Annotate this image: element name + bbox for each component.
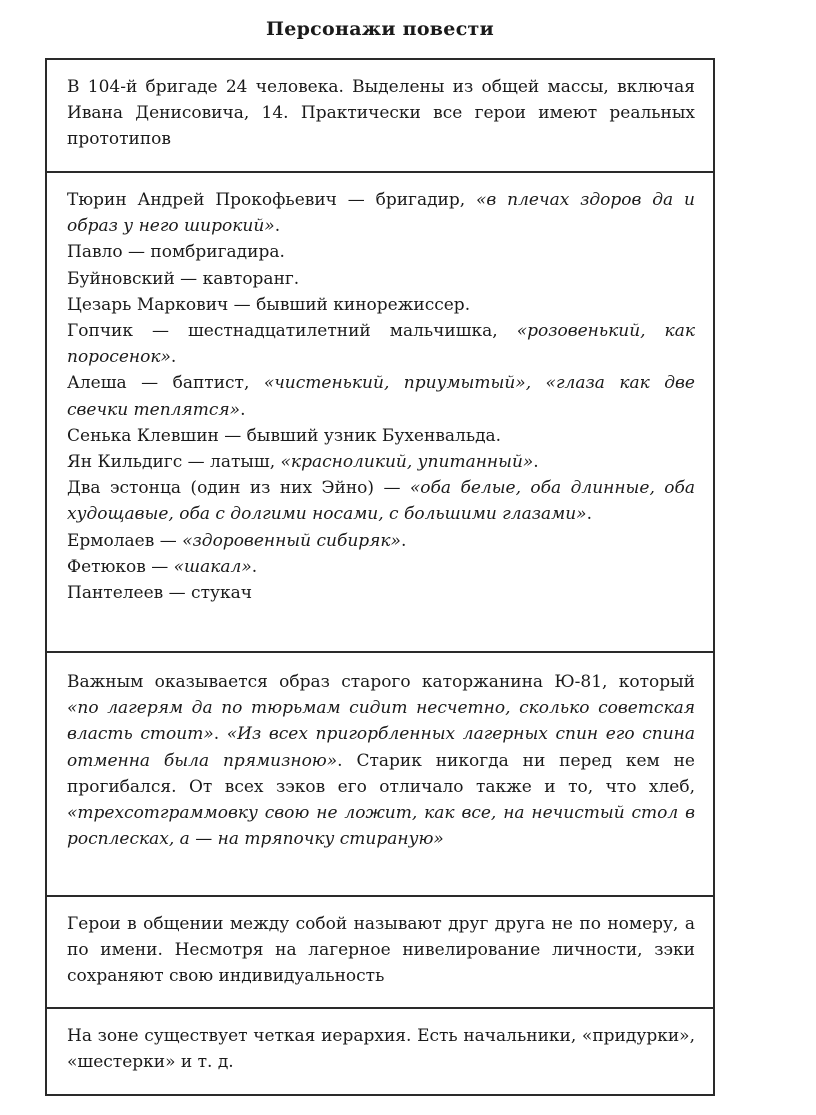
character-entry — [67, 580, 695, 606]
character-quote: «красноликий, упитанный» — [280, 452, 534, 473]
character-tail: . — [274, 216, 281, 237]
character-entry — [67, 187, 695, 239]
character-entry — [67, 292, 695, 318]
elder-text — [67, 669, 695, 852]
character-quote: «оба белые, оба длинные, оба худощавые, оба с долгими носами, с большими глазами» — [67, 478, 696, 525]
elder-text-2: . — [213, 724, 227, 745]
elder-quote-1: «по лагерям да по тюрьмам сидит несчетно, сколько советская власть стоит» — [67, 698, 695, 745]
table-row-hierarchy — [47, 1009, 713, 1094]
table-row-names — [47, 897, 713, 1009]
character-description: Алеша — баптист, — [67, 373, 264, 394]
character-entry — [67, 554, 695, 580]
character-quote: «шакал» — [173, 556, 252, 577]
names-text: Герои в общении между собой называют друг друга не по номеру, а по имени. Несмотря на лагерное нивелирование личности, зэки сохраняют свою индивидуальность — [67, 914, 695, 987]
character-tail: . — [170, 347, 177, 368]
character-entry — [67, 449, 695, 475]
character-tail: . — [240, 399, 246, 420]
hierarchy-text: На зоне существует четкая иерархия. Есть начальники, «придурки», «шестерки» и т. д. — [67, 1026, 695, 1073]
character-entry — [67, 239, 695, 265]
character-quote: «здоровенный сибиряк» — [182, 530, 401, 551]
table-row-elder — [47, 653, 713, 897]
table-row-characters — [47, 173, 713, 653]
character-entry — [67, 266, 695, 292]
character-description: Пантелеев — стукач — [67, 583, 252, 604]
character-description: Сенька Клевшин — бывший узник Бухенвальда. — [67, 425, 502, 446]
elder-text-3: . Старик никогда ни перед кем не прогибался. От всех зэков его отличало также и то, что хлеб, — [67, 750, 695, 797]
character-entry — [67, 528, 695, 554]
character-entry — [67, 423, 695, 449]
character-entry — [67, 475, 695, 527]
page-title: Персонажи повести — [265, 18, 495, 40]
character-tail: . — [400, 530, 407, 551]
character-tail: . — [533, 452, 539, 473]
character-description: Тюрин Андрей Прокофьевич — бригадир, — [67, 190, 477, 210]
character-quote: «чистенький, приумытый», «глаза как две свечки теплятся» — [67, 373, 695, 420]
character-description: Буйновский — кавторанг. — [67, 268, 300, 289]
character-tail: . — [251, 556, 258, 577]
character-description: Гопчик — шестнадцатилетний мальчишка, — [67, 321, 517, 342]
character-description: Ермолаев — — [67, 530, 183, 551]
elder-quote-2: «Из всех пригорбленных лагерных спин его спина отменна была прямизною» — [67, 724, 695, 771]
table-row-intro — [47, 60, 713, 173]
intro-text: В 104-й бригаде 24 человека. Выделены из общей массы, включая Ивана Денисовича, 14. Практически все герои имеют реальных прототипов — [67, 77, 695, 150]
characters-table — [45, 58, 715, 1096]
character-description: Павло — помбригадира. — [67, 242, 285, 263]
character-description: Фетюков — — [67, 556, 174, 577]
character-entry — [67, 318, 695, 370]
character-list — [67, 187, 695, 606]
character-tail: . — [586, 504, 592, 525]
character-description: Ян Кильдигс — латыш, — [67, 452, 281, 473]
character-entry — [67, 370, 695, 422]
character-description: Два эстонца (один из них Эйно) — — [67, 478, 410, 499]
character-quote: «в плечах здоров да и образ у него широкий» — [67, 190, 695, 237]
elder-quote-3: «трехсотграммовку свою не ложит, как все, на нечистый стол в росплесках, а — на тряпочку стираную» — [67, 803, 695, 850]
elder-text-1: Важным оказывается образ старого каторжанина Ю-81, который — [67, 672, 695, 692]
character-description: Цезарь Маркович — бывший кинорежиссер. — [67, 294, 471, 315]
character-quote: «розовенький, как поросенок» — [67, 321, 695, 368]
